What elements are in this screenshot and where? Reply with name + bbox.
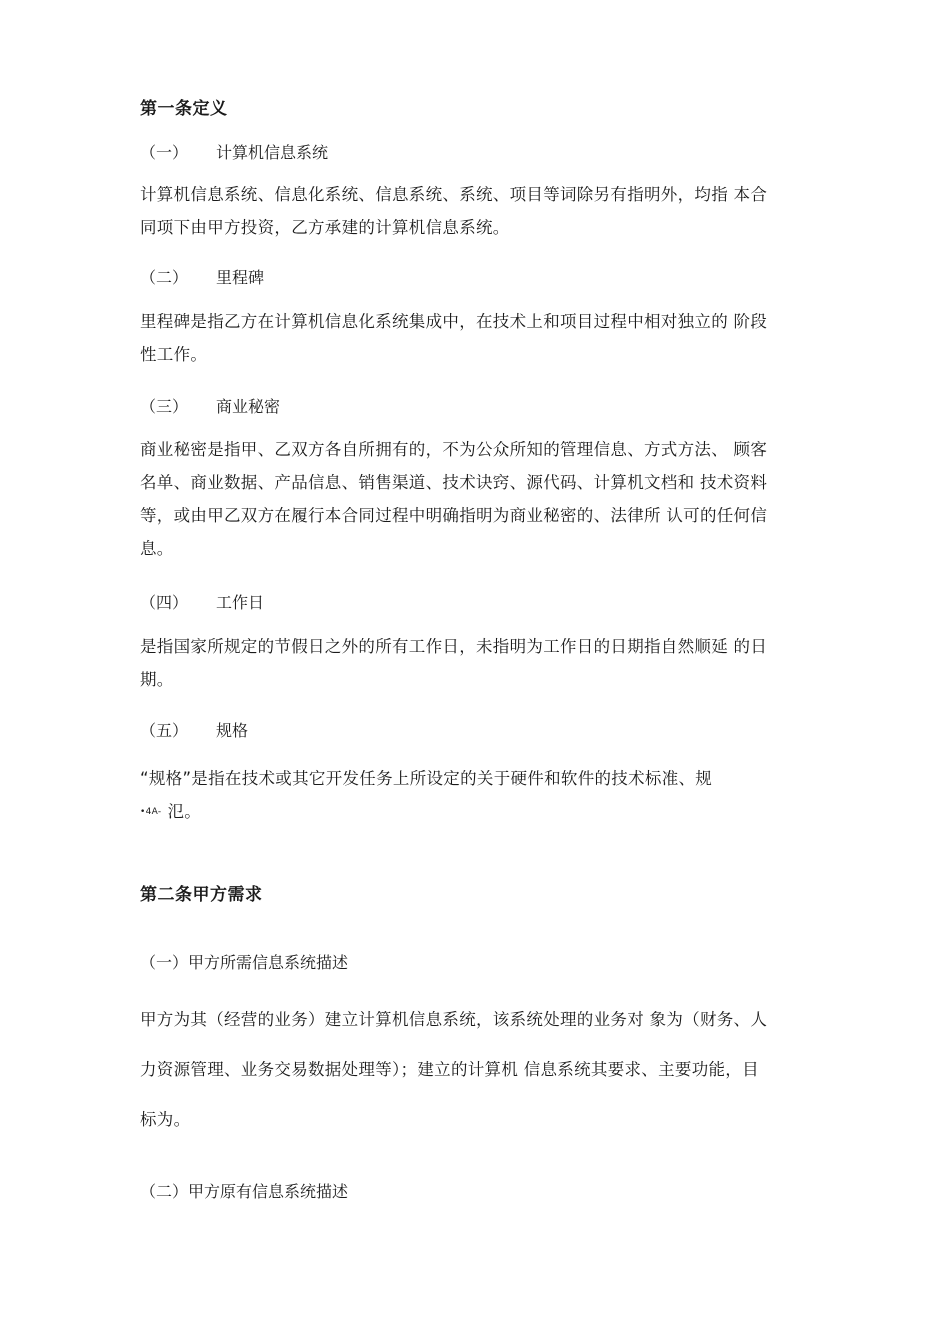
paragraph-line: “规格”是指在技术或其它开发任务上所设定的关于硬件和软件的技术标准、规: [140, 769, 713, 788]
paragraph-line: 商业秘密是指甲、乙双方各自所拥有的，不为公众所知的管理信息、方式方法、 顾客: [140, 440, 768, 459]
section-1-5-paragraph: [140, 762, 825, 829]
section-1-4-paragraph: [140, 630, 825, 696]
section-number: （二）: [140, 268, 189, 287]
paragraph-line: 同项下由甲方投资，乙方承建的计算机信息系统。: [140, 218, 510, 237]
section-1-4-heading: [140, 590, 264, 613]
paragraph-line: 性工作。: [140, 345, 208, 364]
footnote-mark: •4A-: [140, 807, 162, 817]
paragraph-line: 计算机信息系统、信息化系统、信息系统、系统、项目等词除另有指明外，均指 本合: [140, 185, 768, 204]
section-number: （四）: [140, 593, 189, 612]
paragraph-line: 力资源管理、业务交易数据处理等）；建立的计算机 信息系统其要求、主要功能，目: [140, 1060, 759, 1079]
paragraph-line: 里程碑是指乙方在计算机信息化系统集成中，在技术上和项目过程中相对独立的 阶段: [140, 312, 768, 331]
section-1-2-heading: [140, 265, 264, 288]
section-number: （五）: [140, 721, 189, 740]
section-1-2-paragraph: [140, 305, 825, 371]
section-1-3-paragraph: [140, 433, 825, 565]
paragraph-line: 标为。: [140, 1110, 191, 1129]
section-1-1-heading: [140, 140, 328, 163]
article-2-title: 第二条甲方需求: [140, 885, 263, 905]
paragraph-line: 等，或由甲乙双方在履行本合同过程中明确指明为商业秘密的、法律所 认可的任何信: [140, 506, 768, 525]
section-1-3-heading: [140, 394, 280, 417]
section-1-5-heading: [140, 718, 248, 741]
paragraph-line: 是指国家所规定的节假日之外的所有工作日，未指明为工作日的日期指自然顺延 的日: [140, 637, 768, 656]
section-title: 商业秘密: [216, 397, 281, 416]
paragraph-line-tail: [140, 795, 825, 829]
section-1-1-paragraph: [140, 178, 825, 244]
section-2-1-heading: （一）甲方所需信息系统描述: [140, 953, 349, 972]
section-2-2-heading: （二）甲方原有信息系统描述: [140, 1182, 349, 1201]
section-number: （一）: [140, 143, 189, 162]
section-title: 里程碑: [216, 268, 265, 287]
section-title: 计算机信息系统: [216, 143, 329, 162]
section-number: （三）: [140, 397, 189, 416]
paragraph-line: 甲方为其（经营的业务）建立计算机信息系统，该系统处理的业务对 象为（财务、人: [140, 1010, 768, 1029]
section-2-1-paragraph: [140, 995, 825, 1145]
tail-text: 氾。: [167, 802, 202, 821]
section-title: 规格: [216, 721, 249, 740]
section-title: 工作日: [216, 593, 265, 612]
paragraph-line: 名单、商业数据、产品信息、销售渠道、技术诀窍、源代码、计算机文档和 技术资料: [140, 473, 768, 492]
paragraph-line: 期。: [140, 670, 174, 689]
paragraph-line: 息。: [140, 539, 174, 558]
article-1-title: 第一条定义: [140, 99, 228, 119]
